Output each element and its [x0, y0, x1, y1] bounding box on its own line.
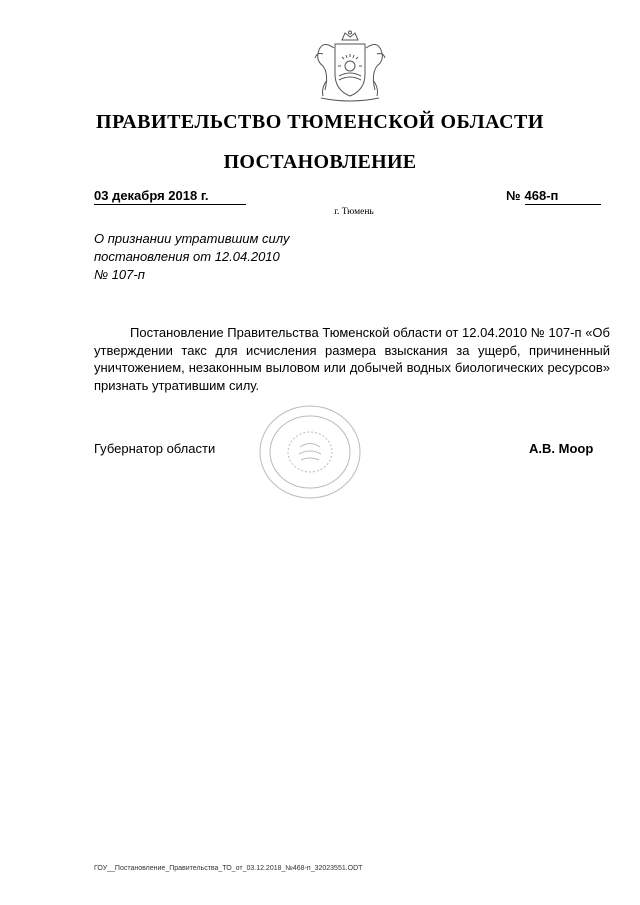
footer-filename: ГОУ__Постановление_Правительства_ТО_от_03.12.2018_№468-п_32023551.ODT	[94, 865, 363, 872]
signatory-role: Губернатор области	[94, 441, 216, 456]
city-name: г. Тюмень	[334, 207, 374, 217]
official-seal-stamp	[255, 402, 365, 502]
number-value: 468-п	[525, 188, 601, 205]
document-subject	[94, 230, 334, 284]
coat-of-arms-emblem	[305, 30, 395, 104]
organization-title: ПРАВИТЕЛЬСТВО ТЮМЕНСКОЙ ОБЛАСТИ	[96, 111, 544, 133]
signatory-name: А.В. Моор	[529, 441, 594, 456]
document-date: 03 декабря 2018 г.	[94, 188, 246, 205]
number-label: №	[506, 188, 521, 203]
document-number	[506, 188, 610, 205]
body-paragraph: Постановление Правительства Тюменской области от 12.04.2010 № 107-п «Об утверждении такс для исчисления размера взыскания за ущерб, причиненный уничтожением, незаконным выловом или добычей водных биологических ресурсов» признать утратившим силу.	[94, 325, 610, 393]
document-type-heading: ПОСТАНОВЛЕНИЕ	[223, 151, 417, 173]
subject-line: О признании утратившим силу	[94, 231, 290, 246]
subject-line: постановления от 12.04.2010	[94, 249, 280, 264]
subject-line: № 107-п	[94, 267, 145, 282]
